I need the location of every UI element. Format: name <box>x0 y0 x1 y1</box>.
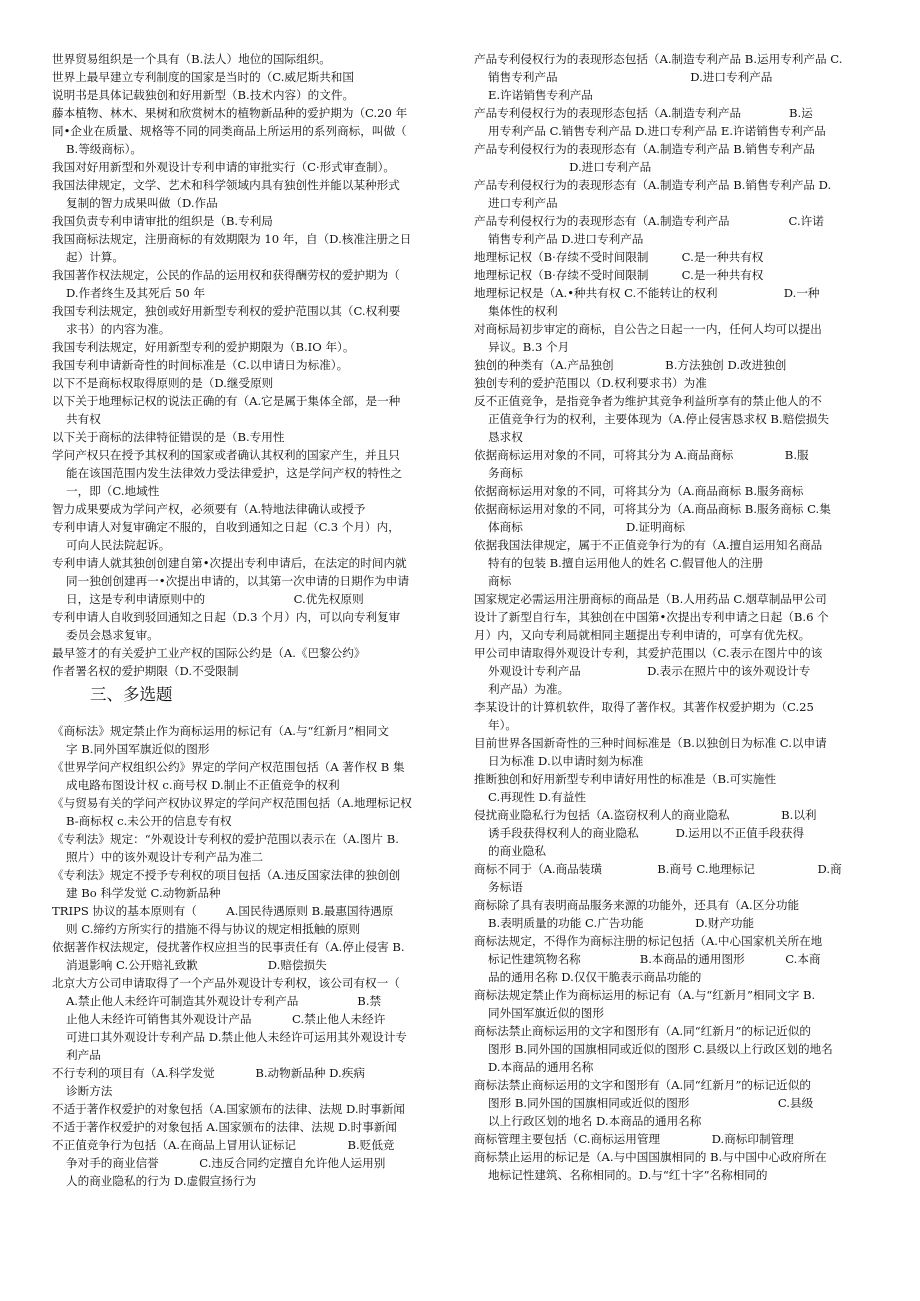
text-line: 产品专利侵权行为的表现形态有（A.制造专利产品 B.销售专利产品 D. <box>474 178 832 192</box>
text-line: 销售专利产品 D.进口专利产品 <box>488 232 644 246</box>
text-line: 我国对好用新型和外观设计专利申请的审批实行（C·形式审查制）。 <box>52 160 395 174</box>
text-line: 进口专利产品 <box>488 196 558 210</box>
text-line: 商标法禁止商标运用的文字和图形有（A.同“红新月”的标记近似的 <box>474 1024 811 1038</box>
text-line: TRIPS 协议的基本原则有（ A.国民待遇原则 B.最惠国待遇原 <box>52 904 394 918</box>
text-line: 品的通用名称 D.仅仅干脆表示商品功能的 <box>488 970 702 984</box>
text-line: 目前世界各国新奇性的三种时间标准是（B.以独创日为标准 C.以申请 <box>474 736 827 750</box>
text-line: 以上行政区划的地名 D.本商品的通用名称 <box>488 1114 702 1128</box>
text-line: 商标法规定禁止作为商标运用的标记有（A.与“红新月”相同文字 B. <box>474 988 816 1002</box>
text-line: 特有的包装 B.擅自运用他人的姓名 C.假冒他人的注册 <box>488 556 764 570</box>
text-line: A.禁止他人未经许可制造其外观设计专利产品 B.禁 <box>66 994 382 1008</box>
text-line: 《商标法》规定禁止作为商标运用的标记有（A.与“红新月”相同文 <box>52 724 389 738</box>
text-line: 依据商标运用对象的不同，可将其分为 A.商品商标 B.服 <box>474 448 809 462</box>
text-line: 起）计算。 <box>66 250 124 264</box>
text-line: 异议。B.3 个月 <box>488 340 570 354</box>
text-line: 商标法禁止商标运用的文字和图形有（A.同“红新月”的标记近似的 <box>474 1078 811 1092</box>
text-line: 止他人未经许可销售其外观设计产品 C.禁止他人未经许 <box>66 1012 386 1026</box>
text-line: 产品专利侵权行为的表现形态有（A.制造专利产品 C.许诺 <box>474 214 824 228</box>
text-line: D.本商品的通用名称 <box>488 1060 594 1074</box>
text-line: 设计了新型自行车，其独创在中国第•次提出专利申请之日起（B.6 个 <box>474 610 829 624</box>
text-line: 人的商业隐私的行为 D.虚假宣扬行为 <box>66 1174 257 1188</box>
text-line: 外观设计专利产品 D.表示在照片中的该外观设计专 <box>488 664 811 678</box>
text-line: 反不正值竞争，是指竞争者为维护其竞争利益所享有的禁止他人的不 <box>474 394 822 408</box>
text-line: 最早签才的有关爱护工业产权的国际公约是（A.《巴黎公约》 <box>52 646 366 660</box>
text-line: 产品专利侵权行为的表现形态包括（A.制造专利产品 B.运 <box>474 106 813 120</box>
text-line: 专利申请人对复审确定不服的，自收到通知之日起（C.3 个月）内， <box>52 520 400 534</box>
text-line: 销售专利产品 D.进口专利产品 <box>488 70 773 84</box>
text-line: 地理标记权（B·存续不受时间限制 C.是一种共有权 <box>474 268 764 282</box>
text-line: 能在该国范围内发生法律效力受法律爱护，这是学问产权的特性之 <box>66 466 403 480</box>
text-line: 《与贸易有关的学问产权协议界定的学问产权范围包括（A.地理标记权 <box>52 796 412 810</box>
text-line: 则 C.缔约方所实行的措施不得与协议的规定相抵触的原则 <box>66 922 361 936</box>
text-line: 独创专利的爱护范围以（D.权利要求书）为准 <box>474 376 707 390</box>
text-line: 不适于著作权爱护的对象包括（A.国家颁布的法律、法规 D.时事新闻 <box>52 1102 405 1116</box>
text-line: 同一独创创建再一•次提出申请的，以其第一次申请的日期作为申请 <box>66 574 410 588</box>
text-line: 利产品 <box>66 1048 101 1062</box>
text-line: B-商标权 c.未公开的信息专有权 <box>66 814 232 828</box>
text-line: 图形 B.同外国的国旗相同或近似的图形 C.县级 <box>488 1096 814 1110</box>
text-line: 《专利法》规定：“外观设计专利权的爱护范围以表示在（A.图片 B. <box>52 832 399 846</box>
text-line: 委员会恳求复审。 <box>66 628 159 642</box>
text-line: 体商标 D.证明商标 <box>488 520 685 534</box>
text-line: 商标禁止运用的标记是（A.与中国国旗相同的 B.与中国中心政府所在 <box>474 1150 827 1164</box>
text-line: 我国专利法规定，好用新型专利的爱护期限为（B.IO 年）。 <box>52 340 355 354</box>
text-line: E.许诺销售专利产品 <box>488 88 593 102</box>
text-line: 学问产权只在授予其权利的国家或者确认其权利的国家产生，并且只 <box>52 448 400 462</box>
text-line: 一，即（C.地域性 <box>66 484 160 498</box>
text-line: 商标 <box>488 574 512 588</box>
text-line: 成电路布图设计权 c.商号权 D.制止不正值竞争的权利 <box>66 778 340 792</box>
text-line: 争对手的商业信誉 C.违反合同约定擅自允许他人运用别 <box>66 1156 386 1170</box>
text-line: 商标除了具有表明商品服务来源的功能外，还具有（A.区分功能 <box>474 898 800 912</box>
text-line: 产品专利侵权行为的表现形态包括（A.制造专利产品 B.运用专利产品 C. <box>474 52 843 66</box>
text-line: 恳求权 <box>488 430 523 444</box>
text-line: 建 Bo 科学发觉 C.动物新品种 <box>66 886 221 900</box>
text-line: 务标语 <box>488 880 523 894</box>
text-line: 藤本植物、林木、果树和欣赏树木的植物新品种的爱护期为（C.20 年 <box>52 106 408 120</box>
text-line: 消退影响 C.公开赔礼致歉 D.赔偿损失 <box>66 958 327 972</box>
text-line: 李某设计的计算机软件，取得了著作权。其著作权爱护期为（C.25 <box>474 700 814 714</box>
text-line: 依据商标运用对象的不同，可将其分为（A.商品商标 B.服务商标 <box>474 484 804 498</box>
text-line: 务商标 <box>488 466 523 480</box>
right-column <box>474 50 876 1184</box>
text-line: 复制的智力成果叫做（D.作品 <box>66 196 218 210</box>
text-line: 我国专利法规定，独创或好用新型专利权的爱护范围以其（C.权利要 <box>52 304 401 318</box>
text-line: 商标管理主要包括（C.商标运用管理 D.商标印制管理 <box>474 1132 794 1146</box>
text-line: 侵扰商业隐私行为包括（A.盗窃权利人的商业隐私 B.以利 <box>474 808 817 822</box>
text-line: 产品专利侵权行为的表现形态有（A.制造专利产品 B.销售专利产品 <box>474 142 815 156</box>
text-line: 依据我国法律规定，属于不正值竞争行为的有（A.擅自运用知名商品 <box>474 538 823 552</box>
text-line: 同•企业在质量、规格等不同的同类商品上所运用的系列商标，叫做（ <box>52 124 407 138</box>
text-line: D.进口专利产品 <box>488 160 652 174</box>
text-line: 国家规定必需运用注册商标的商品是（B.人用药品 C.烟草制品甲公司 <box>474 592 827 606</box>
text-line: 《专利法》规定不授予专利权的项目包括（A.违反国家法律的独创创 <box>52 868 401 882</box>
text-line: 诱手段获得权利人的商业隐私 D.运用以不正值手段获得 <box>488 826 805 840</box>
text-line: 利产品）为准。 <box>488 682 570 696</box>
text-line: 正值竞争行为的权利，主要体现为（A.停止侵害恳求权 B.赔偿损失 <box>488 412 829 426</box>
text-line: D.作者终生及其死后 50 年 <box>66 286 206 300</box>
text-line: 推断独创和好用新型专利申请好用性的标准是（B.可实施性 <box>474 772 777 786</box>
text-line: 我国专利申请新奇性的时间标准是（C.以申请日为标准）。 <box>52 358 349 372</box>
text-line: 世界贸易组织是一个具有（B.法人）地位的国际组织。 <box>52 52 331 66</box>
text-line: 我国法律规定，文学、艺术和科学领域内具有独创性并能以某种形式 <box>52 178 400 192</box>
text-line: 可向人民法院起诉。 <box>66 538 171 552</box>
text-line: 说明书是具体记载独创和好用新型（B.技术内容）的文件。 <box>52 88 355 102</box>
text-line: 专利申请人自收到驳回通知之日起（D.3 个月）内，可以向专利复审 <box>52 610 401 624</box>
text-line: 同外国军旗近似的图形 <box>488 1006 604 1020</box>
text-line: 字 B.同外国军旗近似的图形 <box>66 742 210 756</box>
text-line: 可进口其外观设计专利产品 D.禁止他人未经许可运用其外观设计专 <box>66 1030 407 1044</box>
text-line: 月）内，又向专利局就相同主题提出专利申请的，可享有优先权。 <box>474 628 811 642</box>
text-line: 照片）中的该外观设计专利产品为准二 <box>66 850 264 864</box>
text-line: 年）。 <box>488 718 517 732</box>
text-line: 甲公司申请取得外观设计专利，其爱护范围以（C.表示在图片中的该 <box>474 646 823 660</box>
text-line: 对商标局初步审定的商标，自公告之日起一一内，任何人均可以提出 <box>474 322 822 336</box>
text-line: 北京大方公司申请取得了一个产品外观设计专利权，该公司有权一（ <box>52 976 400 990</box>
text-line: 求书）的内容为准。 <box>66 322 171 336</box>
text-line: 以下关于地理标记权的说法正确的有（A.它是属于集体全部，是一种 <box>52 394 401 408</box>
text-line <box>52 710 450 722</box>
text-line: 我国著作权法规定，公民的作品的运用权和获得酬劳权的爱护期为（ <box>52 268 400 282</box>
text-line: 《世界学问产权组织公约》界定的学问产权范围包括（A 著作权 B 集 <box>52 760 405 774</box>
text-line: B.等级商标）。 <box>66 142 142 156</box>
text-line: 诊断方法 <box>66 1084 113 1098</box>
text-line: 图形 B.同外国的国旗相同或近似的图形 C.县级以上行政区划的地名 <box>488 1042 833 1056</box>
text-line: B.表明质量的功能 C.广告功能 D.财产功能 <box>488 916 755 930</box>
text-line: 我国商标法规定，注册商标的有效期限为 10 年，自（D.核准注册之日 <box>52 232 412 246</box>
text-line: 依据商标运用对象的不同，可将其分为（A.商品商标 B.服务商标 C.集 <box>474 502 831 516</box>
text-line: 我国负责专利申请审批的组织是（B.专利局 <box>52 214 273 228</box>
left-column <box>52 50 450 1190</box>
text-line: 商标法规定，不得作为商标注册的标记包括（A.中心国家机关所在地 <box>474 934 823 948</box>
text-line: 不适于著作权爱护的对象包括 A.国家颁布的法律、法规 D.时事新闻 <box>52 1120 398 1134</box>
text-line: 商标不同于（A.商品装璜 B.商号 C.地理标记 D.商 <box>474 862 842 876</box>
text-line: 智力成果要成为学问产权，必须要有（A.特地法律确认或授予 <box>52 502 366 516</box>
text-line: 地理标记权是（A.•种共有权 C.不能转让的权利 D.一种 <box>474 286 820 300</box>
text-line: 用专利产品 C.销售专利产品 D.进口专利产品 E.许诺销售专利产品 <box>488 124 826 138</box>
text-line: 的商业隐私 <box>488 844 546 858</box>
text-line: 标记性建筑物名称 B.本商品的通用图形 C.本商 <box>488 952 821 966</box>
text-line: 不行专利的项目有（A.科学发觉 B.动物新品种 D.疾病 <box>52 1066 365 1080</box>
text-line: 独创的种类有（A.产品独创 B.方法独创 D.改进独创 <box>474 358 787 372</box>
text-line: 以下不是商标权取得原则的是（D.继受原则 <box>52 376 274 390</box>
text-line: 依据著作权法规定，侵扰著作权应担当的民事责任有（A.停止侵害 B. <box>52 940 405 954</box>
text-line: C.再现性 D.有益性 <box>488 790 586 804</box>
text-line: 日，这是专利申请原则中的 C.优先权原则 <box>66 592 364 606</box>
text-line: 不正值竞争行为包括（A.在商品上冒用认证标记 B.贬低竞 <box>52 1138 395 1152</box>
text-line: 世界上最早建立专利制度的国家是当时的（C.威尼斯共和国 <box>52 70 354 84</box>
text-line: 专利申请人就其独创创建自第•次提出专利申请后，在法定的时间内就 <box>52 556 407 570</box>
section-heading: 三、多选题 <box>90 685 173 704</box>
text-line: 作者署名权的爱护期限（D.不受限制 <box>52 664 239 678</box>
text-line: 地标记性建筑、名称相同的。D.与“红十字”名称相同的 <box>488 1168 768 1182</box>
text-line: 集体性的权利 <box>488 304 558 318</box>
text-line: 以下关于商标的法律特征错误的是（B.专用性 <box>52 430 285 444</box>
text-line: 共有权 <box>66 412 101 426</box>
text-line: 日为标准 D.以申请时刻为标准 <box>488 754 644 768</box>
text-line: 地理标记权（B·存续不受时间限制 C.是一种共有权 <box>474 250 764 264</box>
